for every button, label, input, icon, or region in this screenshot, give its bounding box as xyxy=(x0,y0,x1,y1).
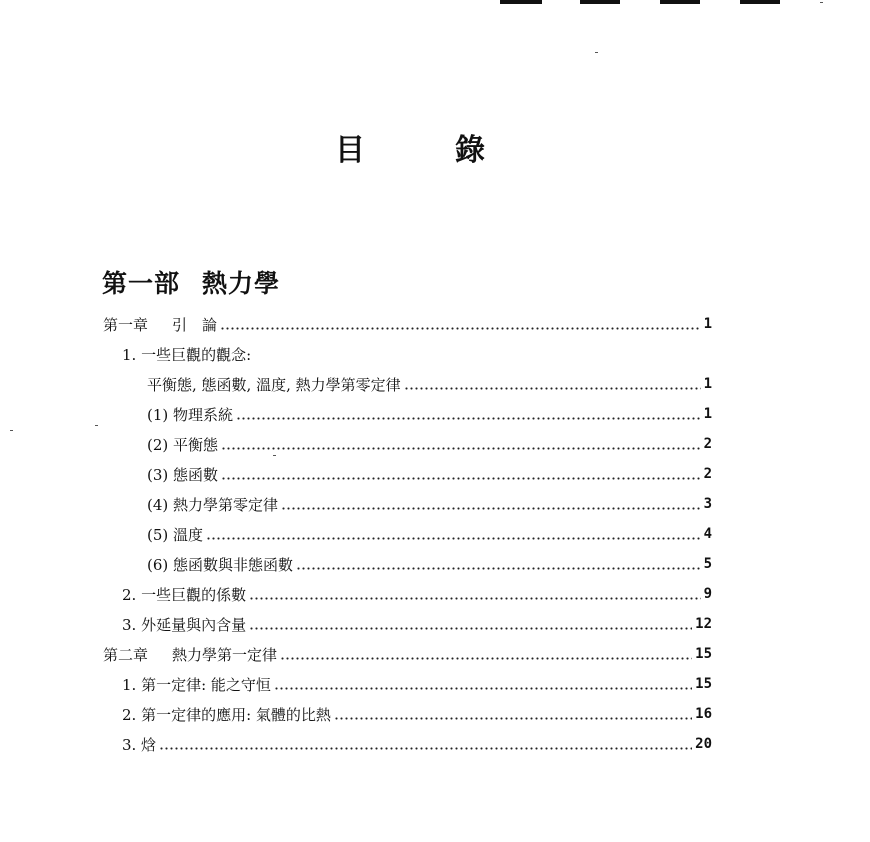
dot-leader xyxy=(221,436,701,452)
toc-entry-label: (4) 熱力學第零定律 xyxy=(147,495,279,514)
toc-entry-label: 2. 一些巨觀的係數 xyxy=(122,585,247,604)
dot-leader xyxy=(296,556,701,572)
scan-mark xyxy=(660,0,700,4)
dot-leader xyxy=(236,406,701,422)
toc-page-number: 16 xyxy=(695,706,712,722)
toc-entry-label: (3) 態函數 xyxy=(147,465,219,484)
toc-section[interactable] xyxy=(0,699,870,729)
toc-page-number: 2 xyxy=(703,466,712,482)
toc-page-number: 15 xyxy=(695,646,712,662)
toc-entry-label: (1) 物理系統 xyxy=(147,405,234,424)
scan-mark xyxy=(580,0,620,4)
toc-page-number: 1 xyxy=(703,316,712,332)
page-title xyxy=(0,125,820,169)
toc-section[interactable] xyxy=(0,729,870,759)
scan-speck xyxy=(595,52,598,53)
toc-entry-label xyxy=(103,644,277,665)
toc-page-number: 1 xyxy=(703,406,712,422)
toc-page-number: 3 xyxy=(703,496,712,512)
dot-leader xyxy=(274,676,692,692)
part-heading xyxy=(102,264,280,300)
scan-speck xyxy=(820,2,823,3)
toc-entry-label: 1. 一些巨觀的觀念: xyxy=(122,345,252,364)
toc-page-number: 1 xyxy=(703,376,712,392)
toc-entry[interactable] xyxy=(0,369,870,399)
dot-leader xyxy=(404,376,701,392)
dot-leader xyxy=(220,316,701,332)
chapter-title: 引 論 xyxy=(172,315,218,334)
toc-entry-label: (6) 態函數與非態函數 xyxy=(147,555,294,574)
toc-entry-label xyxy=(103,314,217,335)
toc-subentry[interactable] xyxy=(0,399,870,429)
toc-page-number: 2 xyxy=(703,436,712,452)
toc-section[interactable] xyxy=(0,579,870,609)
toc-subentry[interactable] xyxy=(0,459,870,489)
toc-subentry[interactable] xyxy=(0,519,870,549)
toc-entry-label: 1. 第一定律: 能之守恒 xyxy=(122,675,271,694)
toc-subentry[interactable] xyxy=(0,429,870,459)
dot-leader xyxy=(249,586,700,602)
toc-subentry[interactable] xyxy=(0,489,870,519)
toc-entry-label: 3. 外延量與內含量 xyxy=(122,615,247,634)
toc-chapter-1[interactable] xyxy=(0,309,870,339)
toc-page-number: 5 xyxy=(703,556,712,572)
dot-leader xyxy=(159,736,692,752)
dot-leader xyxy=(281,496,701,512)
toc-entry-label: 2. 第一定律的應用: 氣體的比熱 xyxy=(122,705,331,724)
toc-section[interactable] xyxy=(0,669,870,699)
toc-entry-label: (5) 溫度 xyxy=(147,525,204,544)
dot-leader xyxy=(249,616,692,632)
dot-leader xyxy=(221,466,701,482)
toc-section[interactable] xyxy=(0,609,870,639)
toc-page-number: 15 xyxy=(695,676,712,692)
chapter-title: 熱力學第一定律 xyxy=(172,645,278,664)
part-number: 第一部 xyxy=(102,269,181,298)
toc-page-number: 12 xyxy=(695,616,712,632)
scan-mark xyxy=(740,0,780,4)
part-name: 熱力學 xyxy=(202,269,281,298)
toc-entry-label: (2) 平衡態 xyxy=(147,435,219,454)
toc-entry-label: 平衡態, 態函數, 溫度, 熱力學第零定律 xyxy=(147,375,401,394)
toc-chapter-2[interactable] xyxy=(0,639,870,669)
chapter-number: 第二章 xyxy=(103,645,149,664)
dot-leader xyxy=(280,646,692,662)
toc-page-number: 9 xyxy=(703,586,712,602)
chapter-number: 第一章 xyxy=(103,315,149,334)
scan-mark xyxy=(500,0,542,4)
title-char-2: 錄 xyxy=(455,133,485,168)
dot-leader xyxy=(334,706,692,722)
toc-page-number: 4 xyxy=(703,526,712,542)
dot-leader xyxy=(206,526,701,542)
title-char-1: 目 xyxy=(335,133,365,168)
toc-page-number: 20 xyxy=(695,736,712,752)
toc-subentry[interactable] xyxy=(0,549,870,579)
toc-entry-label: 3. 焓 xyxy=(122,735,157,754)
toc-section[interactable] xyxy=(0,339,870,369)
